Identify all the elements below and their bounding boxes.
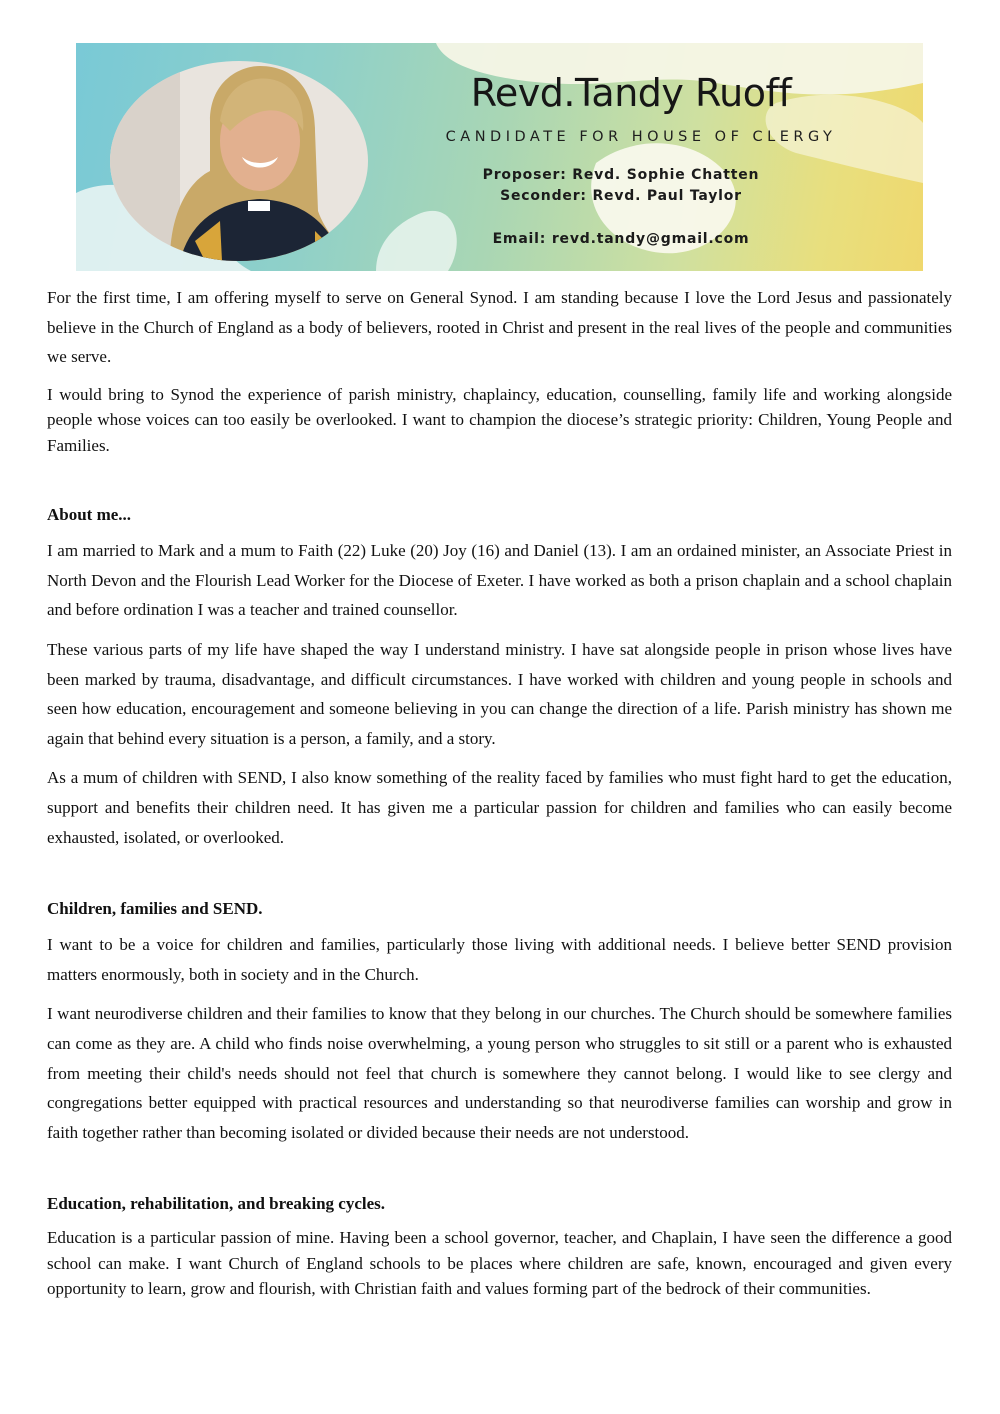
- about-paragraph: As a mum of children with SEND, I also know something of the reality faced by families who must fight hard to get the education, support and benefits their children need. It has given me a particular passion for children and families who can easily become exhausted, isolated, or overlooked.: [47, 768, 952, 847]
- email-line[interactable]: Email: revd.tandy@gmail.com: [492, 231, 750, 247]
- intro-paragraph: For the first time, I am offering myself to serve on General Synod. I am standing because I love the Lord Jesus and passionately believe in the Church of England as a body of believers, rooted in Christ and present in the real lives of the people and communities we serve.: [47, 288, 952, 367]
- statement-body: [47, 283, 952, 1312]
- banner-text: [406, 43, 906, 271]
- candidate-name: Revd.Tandy Ruoff: [470, 71, 792, 115]
- intro-paragraph: I would bring to Synod the experience of parish ministry, chaplaincy, education, counselling, family life and working alongside people whose voices can too easily be overlooked. I want to champion the diocese’s strategic priority: Children, Young People and Families.: [47, 384, 952, 455]
- send-paragraph: I want neurodiverse children and their families to know that they belong in our churches. The Church should be somewhere families can come as they are. A child who finds noise overwhelming, a young person who struggles to sit still or a parent who is exhausted from meeting their child's needs should not feel that church is somewhere they cannot belong. I would like to see clergy and congregations better equipped with practical resources and understanding so that neurodiverse families can worship and grow in faith together rather than becoming isolated or divided because their needs are not understood.: [47, 1004, 952, 1142]
- about-paragraph: These various parts of my life have shaped the way I understand ministry. I have sat alongside people in prison whose lives have been marked by trauma, disadvantage, and difficult circumstances. I have worked with children and young people in schools and seen how education, encouragement and someone believing in you can change the direction of a life. Parish ministry has shown me again that behind every situation is a person, a family, and a story.: [47, 640, 952, 748]
- section-heading-education: Education, rehabilitation, and breaking cycles.: [47, 1194, 385, 1214]
- section-heading-send: Children, families and SEND.: [47, 899, 263, 919]
- send-paragraph: I want to be a voice for children and families, particularly those living with additional needs. I believe better SEND provision matters enormously, both in society and in the Church.: [47, 935, 952, 984]
- about-paragraph: I am married to Mark and a mum to Faith (22) Luke (20) Joy (16) and Daniel (13). I am an ordained minister, an Associate Priest in North Devon and the Flourish Lead Worker for the Diocese of Exeter. I have worked as both a prison chaplain and a school chaplain and before ordination I was a teacher and trained counsellor.: [47, 541, 952, 620]
- education-paragraph: Education is a particular passion of mine. Having been a school governor, teacher, and Chaplain, I have seen the difference a good school can make. I want Church of England schools to be places where children are safe, known, encouraged and given every opportunity to learn, grow and flourish, with Christian faith and values forming part of the bedrock of their communities.: [47, 1228, 952, 1299]
- proposer-line: Proposer: Revd. Sophie Chatten: [482, 167, 760, 183]
- section-heading-about: About me...: [47, 505, 132, 525]
- candidate-role: CANDIDATE FOR HOUSE OF CLERGY: [445, 129, 837, 145]
- candidate-photo: [110, 61, 368, 261]
- header-banner: [76, 43, 923, 271]
- seconder-line: Seconder: Revd. Paul Taylor: [500, 188, 742, 204]
